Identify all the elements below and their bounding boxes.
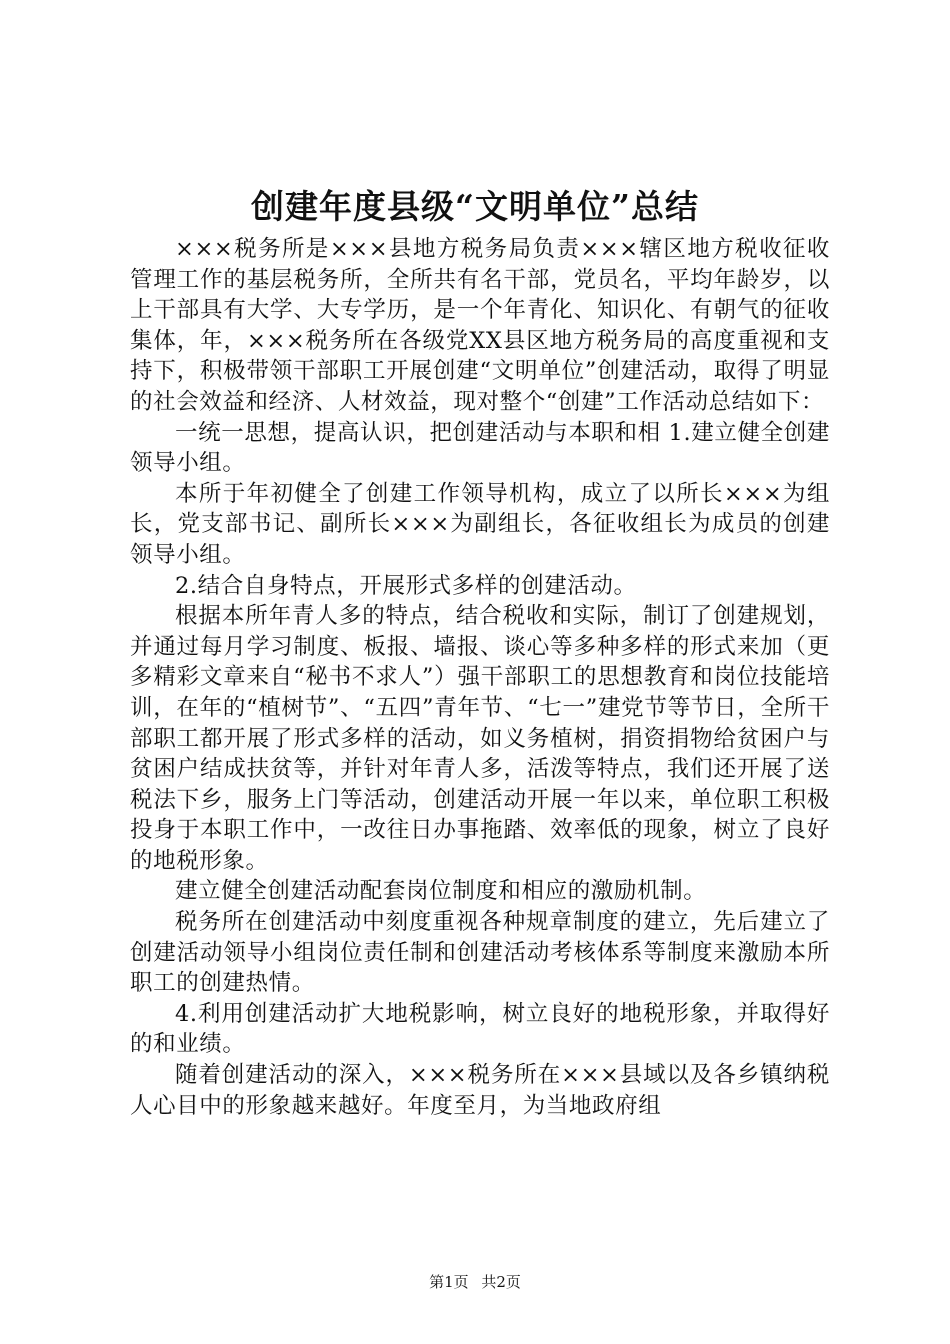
paragraph-section-4: 4.利用创建活动扩大地税影响，树立良好的地税形象，并取得好的和业绩。 (130, 1000, 830, 1058)
page-number: 第1页 (429, 1273, 469, 1291)
paragraph-leadership: 本所于年初健全了创建工作领导机构，成立了以所长×××为组长，党支部书记、副所长×××为副组长，各征收组长为成员的创建领导小组。 (130, 480, 830, 568)
paragraph-activities: 根据本所年青人多的特点，结合税收和实际，制订了创建规划，并通过每月学习制度、板报、墙报、谈心等多种多样的形式来加（更多精彩文章来自“秘书不求人”）强干部职工的思想教育和岗位技能培训，在年的“植树节”、“五四”青年节、“七一”建党节等节日，全所干部职工都开展了形式多样的活动，如义务植树，捐资捐物给贫困户与贫困户结成扶贫等，并针对年青人多，活泼等特点，我们还开展了送税法下乡，服务上门等活动，创建活动开展一年以来，单位职工积极投身于本职工作中，一改往日办事拖踏、效率低的现象，树立了良好的地税形象。 (130, 603, 830, 874)
page-total: 共2页 (481, 1273, 521, 1291)
page-footer (0, 1272, 950, 1292)
paragraph-section-1: 一统一思想，提高认识，把创建活动与本职和相 1.建立健全创建领导小组。 (130, 419, 830, 477)
paragraph-intro: ×××税务所是×××县地方税务局负责×××辖区地方税收征收管理工作的基层税务所，全所共有名干部，党员名，平均年龄岁，以上干部具有大学、大专学历，是一个年青化、知识化、有朝气的征收集体，年，×××税务所在各级党XX县区地方税务局的高度重视和支持下，积极带领干部职工开展创建“文明单位”创建活动，取得了明显的社会效益和经济、人材效益，现对整个“创建”工作活动总结如下： (130, 236, 830, 415)
paragraph-impact: 随着创建活动的深入，×××税务所在×××县域以及各乡镇纳税人心目中的形象越来越好。年度至月，为当地政府组 (130, 1062, 830, 1119)
document-title: 创建年度县级“文明单位”总结 (251, 187, 699, 226)
paragraph-section-3: 建立健全创建活动配套岗位制度和相应的激励机制。 (175, 878, 707, 905)
paragraph-rules: 税务所在创建活动中刻度重视各种规章制度的建立，先后建立了创建活动领导小组岗位责任制和创建活动考核体系等制度来激励本所职工的创建热情。 (130, 909, 830, 997)
document-body (130, 234, 830, 1121)
paragraph-section-2: 2.结合自身特点，开展形式多样的创建活动。 (175, 572, 637, 599)
